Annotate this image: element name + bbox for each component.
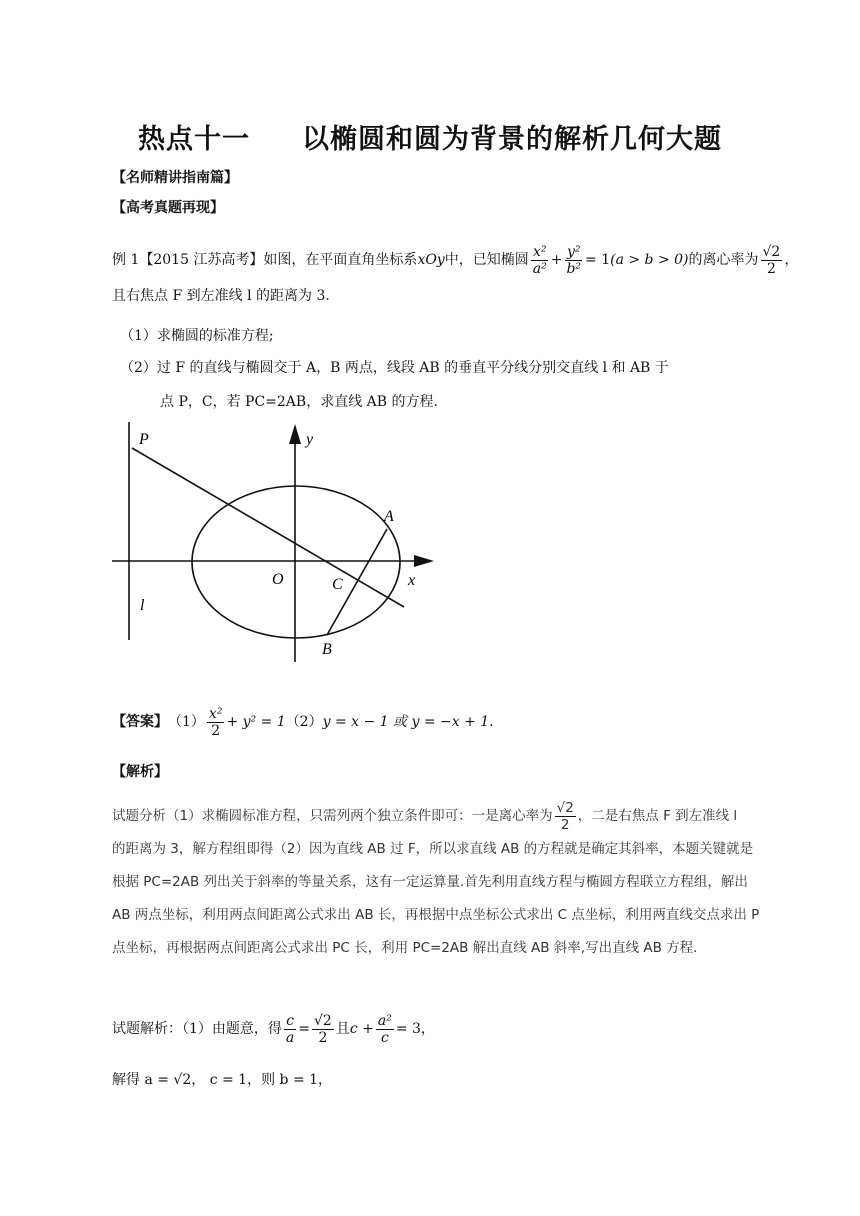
- fraction-sqrt2-2-solution: $\frac{√2}{2}$: [314, 1012, 332, 1046]
- page-title: [0, 117, 860, 156]
- fraction-x2-a2: $\frac{\text{x²}}{\text{a²}}$: [532, 243, 547, 277]
- solution-mid: 且: [335, 1021, 350, 1037]
- question-2: （2）过 F 的直线与椭圆交于 A，B 两点，线段 AB 的垂直平分线分别交直线 l 和 AB 于: [120, 360, 669, 376]
- label-C: C: [332, 576, 343, 593]
- solution-tail: = 3，: [395, 1021, 435, 1037]
- line-pc: [132, 448, 404, 607]
- c-plus: c +: [349, 1021, 374, 1037]
- label-y: y: [306, 431, 314, 448]
- example-mid: 中，已知椭圆: [444, 252, 529, 268]
- answer-label: 【答案】: [112, 714, 168, 730]
- answer-eq1-tail: + y² = 1: [226, 714, 286, 730]
- question-2-cont: 点 P，C，若 PC=2AB，求直线 AB 的方程.: [160, 394, 438, 410]
- example-statement: 例 1【2015 江苏高考】如图，在平面直角坐标系 xOy 中，已知椭圆 $\frac{\text{x²}}{\text{a²}}$ + $\frac{\text{y²}}{\text{b²}}$ = 1 (a > b > 0) 的离心率为 $\frac{√2}{2}$ ，: [112, 243, 799, 277]
- section-heading-guide: 【名师精讲指南篇】: [112, 170, 238, 186]
- title-part2: 以椭圆和圆为背景的解析几何大题: [302, 124, 722, 155]
- solution-prefix: 试题解析：（1）由题意，得: [112, 1021, 282, 1037]
- label-B: B: [322, 641, 332, 658]
- y-axis-arrow: [289, 424, 301, 444]
- fraction-x2-2: $\frac{\text{x²}}{2}$: [208, 705, 223, 739]
- fraction-c-a: $\frac{c}{a}$: [285, 1012, 295, 1046]
- answer-part1: （1）: [168, 714, 205, 730]
- eccentricity-text: 的离心率为: [688, 252, 759, 268]
- analysis-line-1: 试题分析（1）求椭圆标准方程，只需列两个独立条件即可：一是离心率为 $\frac{√2}{2}$ ，二是右焦点 F 到左准线 l: [112, 800, 738, 833]
- example-line2: 且右焦点 F 到左准线 l 的距离为 3.: [112, 288, 330, 304]
- equals-one: = 1: [585, 252, 611, 268]
- analysis-line-5: 点坐标，再根据两点间距离公式求出 PC 长，利用 PC=2AB 解出直线 AB 斜率,写出直线 AB 方程.: [112, 940, 698, 956]
- x-axis-arrow: [414, 555, 434, 567]
- analysis-line-3: 根据 PC=2AB 列出关于斜率的等量关系，这有一定运算量.首先利用直线方程与椭圆方程联立方程组，解出: [112, 874, 748, 890]
- fraction-sqrt2-2: $\frac{√2}{2}$: [762, 243, 781, 277]
- analysis-line-4: AB 两点坐标，利用两点间距离公式求出 AB 长，再根据中点坐标公式求出 C 点坐标，利用两直线交点求出 P: [112, 907, 760, 923]
- label-l: l: [140, 597, 145, 614]
- fraction-y2-b2: $\frac{\text{y²}}{\text{b²}}$: [566, 243, 582, 277]
- analysis-heading: 【解析】: [112, 764, 168, 780]
- example-prefix: 例 1【2015 江苏高考】如图，在平面直角坐标系: [112, 252, 418, 268]
- answer-eq2: y = x − 1 或 y = −x + 1.: [322, 714, 494, 730]
- label-P: P: [139, 431, 149, 448]
- ellipse-condition: (a > b > 0): [610, 252, 689, 268]
- analysis-block: [112, 800, 772, 965]
- fraction-a2-c: $\frac{\text{a²}}{c}$: [377, 1012, 392, 1046]
- ellipse-figure: [112, 422, 472, 690]
- solution-line-2: 解得 a = √2， c = 1，则 b = 1，: [112, 1072, 333, 1088]
- question-1: （1）求椭圆的标准方程;: [120, 328, 274, 344]
- analysis-line-2: 的距离为 3，解方程组即得（2）因为直线 AB 过 F，所以求直线 AB 的方程就是确定其斜率，本题关键就是: [112, 841, 754, 857]
- fraction-sqrt2-2-analysis: $\frac{√2}{2}$: [556, 800, 574, 833]
- title-part1: 热点十一: [138, 124, 250, 155]
- section-heading-exam: 【高考真题再现】: [112, 200, 224, 216]
- coord-system: xOy: [417, 252, 445, 268]
- solution-line-1: 试题解析：（1）由题意，得 $\frac{c}{a}$ = $\frac{√2}{2}$ 且 c + $\frac{\text{a²}}{c}$ = 3，: [112, 1012, 435, 1046]
- answer-part2: （2）: [285, 714, 323, 730]
- label-A: A: [384, 508, 394, 525]
- answer-line: [112, 702, 494, 742]
- label-O: O: [272, 571, 284, 588]
- label-x: x: [408, 572, 416, 589]
